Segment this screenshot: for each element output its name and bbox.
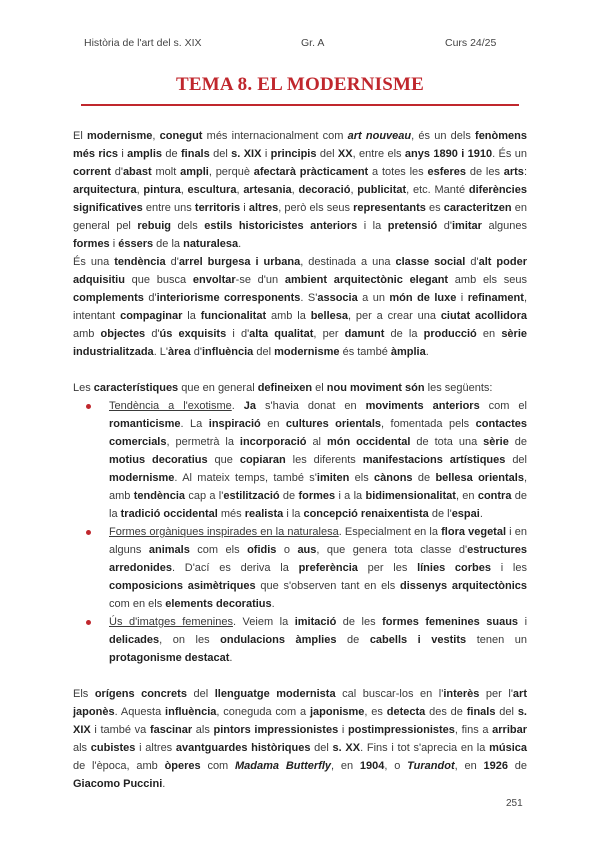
emphasized-text: manifestacions artístiques — [362, 454, 506, 466]
emphasized-text: diferències significatives — [73, 184, 527, 214]
emphasized-text: concepció renaixentista — [303, 508, 429, 520]
emphasized-text: romanticisme — [109, 418, 181, 430]
emphasized-text: fascinar — [149, 724, 193, 736]
main-text — [73, 127, 527, 793]
emphasized-text: defineixen — [257, 382, 313, 394]
emphasized-text: alta qualitat — [249, 328, 314, 340]
emphasized-text: inspiració — [208, 418, 261, 430]
emphasized-text: cànons — [374, 472, 413, 484]
emphasized-text: objectes — [100, 328, 146, 340]
emphasized-text: contactes comercials — [109, 418, 527, 448]
emphasized-text: fenòmens més rics — [73, 130, 527, 160]
emphasized-text: estructures arredonides — [109, 544, 528, 574]
emphasized-text: influència — [201, 346, 254, 358]
emphasized-text: funcionalitat — [200, 310, 267, 322]
emphasized-text: pintura — [143, 184, 181, 196]
emphasized-text: modernisme — [274, 346, 340, 358]
underlined-heading: Ús d'imatges femenines — [109, 616, 233, 628]
list-item — [109, 613, 527, 667]
emphasized-text: interiorisme corresponents — [156, 292, 301, 304]
emphasized-text: art nouveau — [347, 130, 412, 142]
emphasized-text: ampli — [180, 166, 209, 178]
emphasized-text: món occidental — [326, 436, 411, 448]
emphasized-text: postimpressionistes — [347, 724, 455, 736]
paragraph-origins: Els orígens concrets del llenguatge modernista cal buscar-los en l'interès per l'art japonès. Aquesta influència, coneguda com a japonisme, es detecta des de finals del s. XIX i també va fascinar als pintors impressionistes i postimpressionistes, fins a arribar als cubistes i altres avantguardes històriques del s. XX. Fins i tot s'aprecia en la música de l'època, amb òperes com Madama Butterfly, en 1904, o Turandot, en 1926 de Giacomo Puccini. — [73, 688, 528, 790]
emphasized-text: pretensió — [387, 220, 438, 232]
emphasized-text: tradició occidental — [120, 508, 218, 520]
emphasized-text: complements — [73, 292, 144, 304]
emphasized-text: finals — [466, 706, 496, 718]
emphasized-text: òperes — [164, 760, 201, 772]
emphasized-text: ofidis — [247, 544, 277, 556]
emphasized-text: corrent — [73, 166, 111, 178]
emphasized-text: cubistes — [90, 742, 136, 754]
emphasized-text: XX — [337, 148, 353, 160]
emphasized-text: contra — [477, 490, 512, 502]
emphasized-text: ambient arquitectònic elegant — [284, 274, 449, 286]
bullet-icon — [86, 530, 91, 535]
emphasized-text: Ja — [243, 400, 257, 412]
emphasized-text: avantguardes històriques — [175, 742, 311, 754]
header-course: Història de l'art del s. XIX — [84, 37, 202, 49]
emphasized-text: classe social — [395, 256, 466, 268]
emphasized-text: amplis — [127, 148, 163, 160]
emphasized-text: imiten — [316, 472, 350, 484]
emphasized-text: 1926 — [483, 760, 508, 772]
emphasized-text: realista — [244, 508, 284, 520]
emphasized-text: bellesa — [310, 310, 348, 322]
underlined-heading: Tendència a l'exotisme — [109, 400, 232, 412]
page-number: 251 — [506, 798, 523, 809]
emphasized-text: arribar — [492, 724, 528, 736]
emphasized-text: formes — [73, 238, 110, 250]
emphasized-text: llenguatge modernista — [214, 688, 336, 700]
emphasized-text: naturalesa — [183, 238, 239, 250]
emphasized-text: afectarà pràcticament — [253, 166, 369, 178]
list-item — [109, 397, 527, 523]
emphasized-text: Turandot — [407, 760, 455, 772]
emphasized-text: espai — [451, 508, 480, 520]
emphasized-text: influència — [165, 706, 217, 718]
emphasized-text: associa — [317, 292, 358, 304]
bullet-icon — [86, 620, 91, 625]
emphasized-text: japonisme — [309, 706, 365, 718]
title-divider — [81, 104, 519, 106]
emphasized-text: àmplia — [390, 346, 426, 358]
emphasized-text: pintors impressionistes — [213, 724, 339, 736]
emphasized-text: damunt — [344, 328, 385, 340]
emphasized-text: flora vegetal — [441, 526, 507, 538]
emphasized-text: modernisme — [109, 472, 175, 484]
emphasized-text: formes femenines suaus — [382, 616, 519, 628]
emphasized-text: envoltar — [192, 274, 236, 286]
emphasized-text: formes — [298, 490, 336, 502]
emphasized-text: modernisme — [86, 130, 153, 142]
emphasized-text: artesania — [243, 184, 292, 196]
emphasized-text: sèrie — [483, 436, 509, 448]
paragraph-social: És una tendència d'arrel burgesa i urbana, destinada a una classe social d'alt poder adquisitiu que busca envoltar-se d'un ambient arquitectònic elegant amb els seus complements d'interiorisme corresponents. S'associa a un món de luxe i refinament, intentant compaginar la funcionalitat amb la bellesa, per a crear una ciutat acollidora amb objectes d'ús exquisits i d'alta qualitat, per damunt de la producció en sèrie industrialitzada. L'àrea d'influència del modernisme és també àmplia. — [73, 256, 528, 358]
list-item-text: Ús d'imatges femenines. Veiem la imitació de les formes femenines suaus i delicades, on les ondulacions àmplies de cabells i vestits tenen un protagonisme destacat. — [109, 616, 528, 664]
emphasized-text: publicitat — [357, 184, 407, 196]
paragraph-intro: El modernisme, conegut més internacionalment com art nouveau, és un dels fenòmens més rics i amplis de finals del s. XIX i principis del XX, entre els anys 1890 i 1910. És un corrent d'abast molt ampli, perquè afectarà pràcticament a totes les esferes de les arts: arquitectura, pintura, escultura, artesania, decoració, publicitat, etc. Manté diferències significatives entre uns territoris i altres, però els seus representants es caracteritzen en general pel rebuig dels estils historicistes anteriors i la pretensió d'imitar algunes formes i éssers de la naturalesa. — [73, 130, 528, 250]
emphasized-text: protagonisme destacat — [109, 652, 230, 664]
emphasized-text: conegut — [159, 130, 203, 142]
emphasized-text: arts — [503, 166, 524, 178]
emphasized-text: compaginar — [120, 310, 183, 322]
emphasized-text: Madama Butterfly — [235, 760, 332, 772]
emphasized-text: dissenys arquitectònics — [399, 580, 528, 592]
characteristics-list — [73, 397, 527, 667]
emphasized-text: món de luxe — [389, 292, 457, 304]
page-title: TEMA 8. EL MODERNISME — [175, 74, 425, 95]
emphasized-text: tendència — [114, 256, 166, 268]
emphasized-text: composicions asimètriques — [109, 580, 256, 592]
emphasized-text: elements decoratius — [165, 598, 272, 610]
emphasized-text: moviments anteriors — [365, 400, 480, 412]
list-item-text: Tendència a l'exotisme. Ja s'havia donat en moviments anteriors com el romanticisme. La inspiració en cultures orientals, fomentada pels contactes comercials, permetrà la incorporació al món occidental de tota una sèrie de motius decoratius que copiaran les diferents manifestacions artístiques del modernisme. Al mateix temps, també s'imiten els cànons de bellesa orientals, amb tendència cap a l'estilització de formes i a la bidimensionalitat, en contra de la tradició occidental més realista i la concepció renaixentista de l'espai. — [109, 400, 527, 520]
header-year: Curs 24/25 — [445, 37, 497, 49]
emphasized-text: estilització — [223, 490, 280, 502]
emphasized-text: bidimensionalitat — [365, 490, 456, 502]
emphasized-text: anys 1890 i 1910 — [404, 148, 493, 160]
emphasized-text: nou moviment són — [326, 382, 425, 394]
emphasized-text: rebuig — [137, 220, 172, 232]
list-item — [109, 523, 527, 613]
emphasized-text: motius decoratius — [109, 454, 208, 466]
emphasized-text: sèrie industrialitzada — [73, 328, 528, 358]
emphasized-text: caracteritzen — [443, 202, 512, 214]
emphasized-text: cultures orientals — [285, 418, 382, 430]
header-group: Gr. A — [301, 37, 325, 49]
emphasized-text: interès — [443, 688, 480, 700]
emphasized-text: 1904 — [359, 760, 385, 772]
emphasized-text: arquitectura — [73, 184, 137, 196]
emphasized-text: esferes — [427, 166, 467, 178]
emphasized-text: ciutat acollidora — [440, 310, 527, 322]
emphasized-text: preferència — [298, 562, 358, 574]
emphasized-text: bellesa orientals — [435, 472, 524, 484]
emphasized-text: ondulacions àmplies — [220, 634, 337, 646]
emphasized-text: finals — [181, 148, 210, 160]
emphasized-text: incorporació — [239, 436, 307, 448]
emphasized-text: música — [489, 742, 527, 754]
emphasized-text: ús exquisits — [159, 328, 227, 340]
emphasized-text: delicades — [109, 634, 160, 646]
emphasized-text: s. XIX — [231, 148, 262, 160]
emphasized-text: imitar — [451, 220, 482, 232]
emphasized-text: cabells i vestits — [369, 634, 467, 646]
paragraph-characteristics-intro: Les característiques que en general defineixen el nou moviment són les següents: — [73, 382, 493, 394]
emphasized-text: art japonès — [73, 688, 527, 718]
emphasized-text: línies corbes — [417, 562, 491, 574]
emphasized-text: producció — [423, 328, 477, 340]
emphasized-text: principis — [270, 148, 317, 160]
emphasized-text: representants — [353, 202, 426, 214]
list-item-text: Formes orgàniques inspirades en la naturalesa. Especialment en la flora vegetal i en alguns animals com els ofidis o aus, que genera tota classe d'estructures arredonides. D'ací es deriva la preferència per les línies corbes i les composicions asimètriques que s'observen tant en els dissenys arquitectònics com en els elements decoratius. — [109, 526, 528, 610]
underlined-heading: Formes orgàniques inspirades en la naturalesa — [109, 526, 339, 538]
emphasized-text: aus — [297, 544, 317, 556]
emphasized-text: s. XX — [332, 742, 361, 754]
emphasized-text: característiques — [93, 382, 179, 394]
emphasized-text: escultura — [187, 184, 237, 196]
emphasized-text: imitació — [294, 616, 337, 628]
emphasized-text: animals — [148, 544, 190, 556]
emphasized-text: Giacomo Puccini — [73, 778, 163, 790]
emphasized-text: alt poder adquisitiu — [73, 256, 527, 286]
emphasized-text: decoració — [298, 184, 351, 196]
emphasized-text: copiaran — [239, 454, 286, 466]
emphasized-text: s. XIX — [73, 706, 527, 736]
emphasized-text: estils historicistes anteriors — [204, 220, 358, 232]
emphasized-text: éssers — [118, 238, 154, 250]
emphasized-text: abast — [122, 166, 152, 178]
emphasized-text: detecta — [386, 706, 426, 718]
emphasized-text: arrel burgesa i urbana — [178, 256, 301, 268]
bullet-icon — [86, 404, 91, 409]
emphasized-text: altres — [248, 202, 279, 214]
emphasized-text: tendència — [133, 490, 186, 502]
emphasized-text: àrea — [168, 346, 191, 358]
emphasized-text: orígens concrets — [94, 688, 187, 700]
emphasized-text: territoris — [194, 202, 241, 214]
emphasized-text: refinament — [467, 292, 524, 304]
